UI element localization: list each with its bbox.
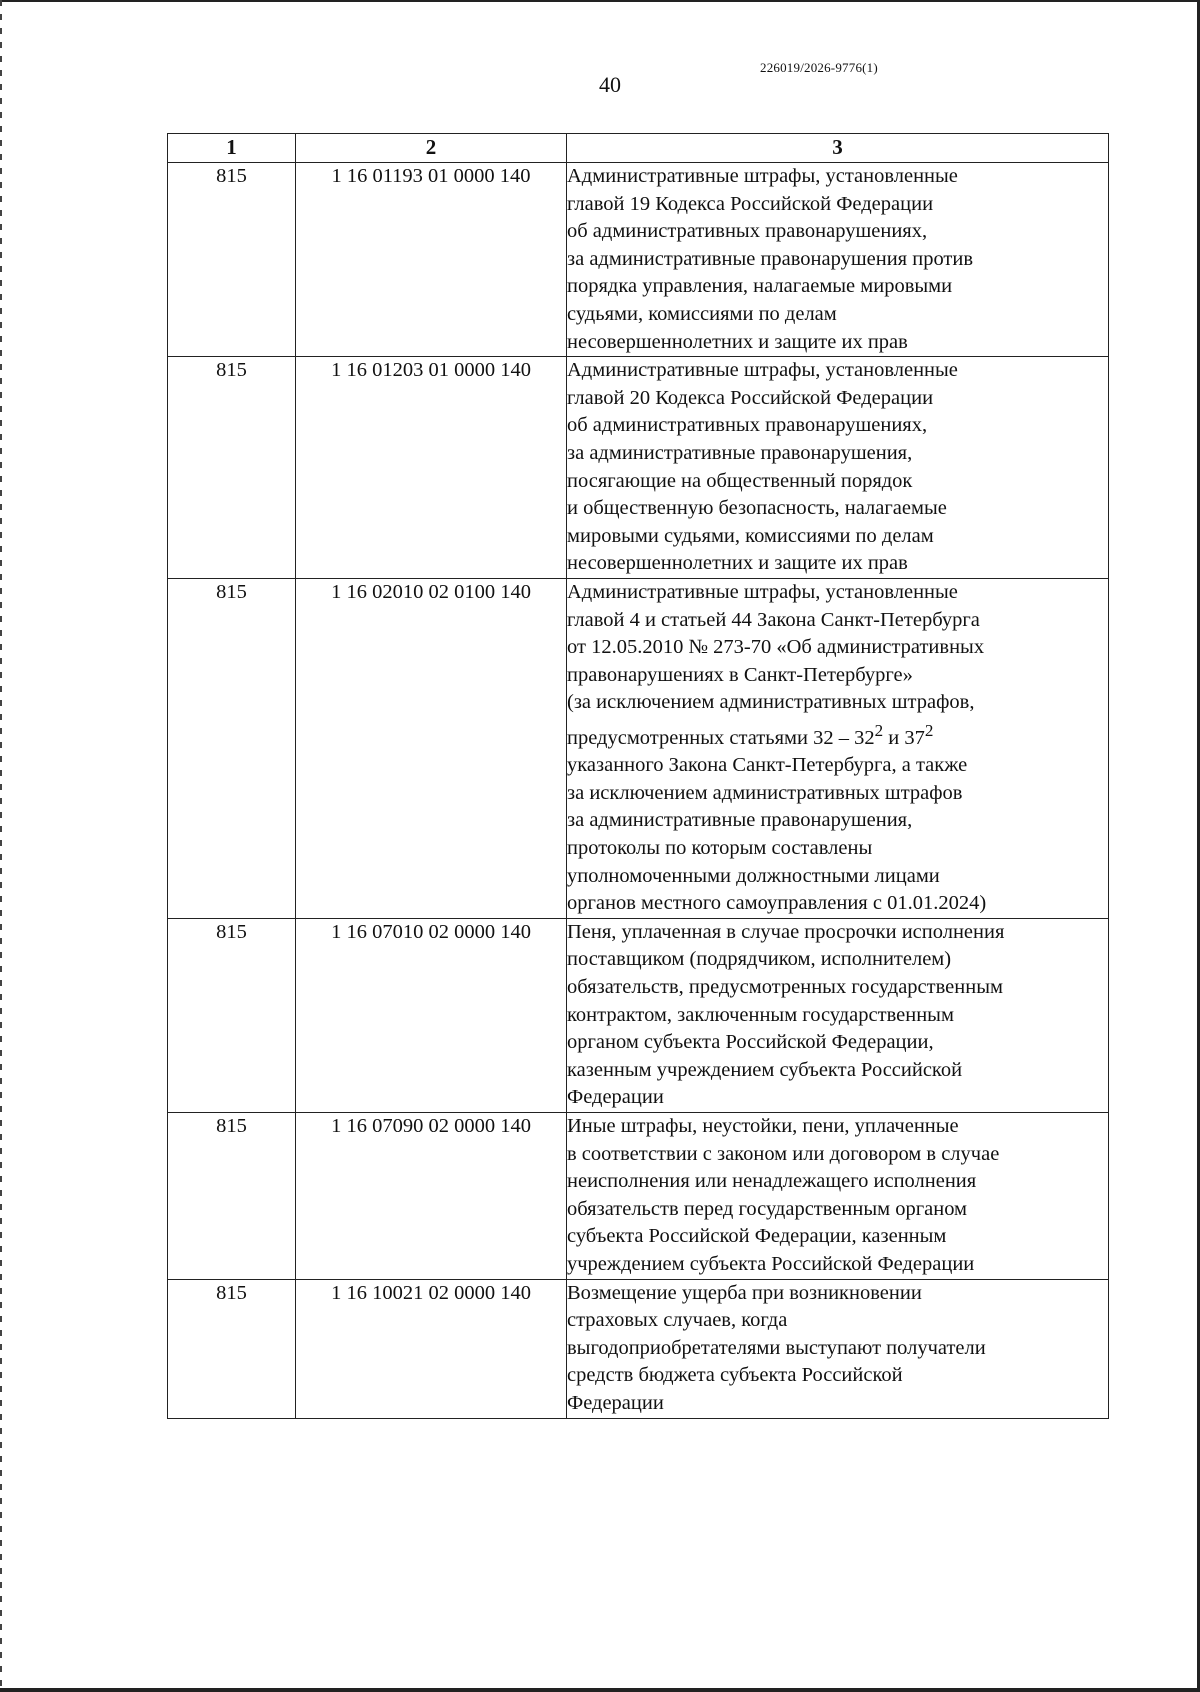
admin-code-cell: 815 (168, 1113, 296, 1280)
description-line: Федерации (567, 1391, 664, 1414)
admin-code-cell: 815 (168, 1279, 296, 1418)
description-line: за административные правонарушения, (567, 809, 913, 832)
description-line: уполномоченными должностными лицами (567, 864, 940, 887)
article-superscript: 2 (924, 720, 934, 740)
description-line: обязательств, предусмотренных государственным (567, 976, 1003, 999)
description-line: протоколы по которым составлены (567, 837, 873, 860)
scan-border-top (0, 0, 1200, 2)
table-header-row (168, 134, 1109, 163)
description-line: указанного Закона Санкт-Петербурга, а также (567, 754, 968, 777)
description-line: контрактом, заключенным государственным (567, 1003, 954, 1026)
table-row (168, 1113, 1109, 1280)
description-line: обязательств перед государственным органом (567, 1197, 968, 1220)
column-header-2: 2 (296, 134, 567, 163)
description-text: предусмотренных статьями 32 – 32 (567, 726, 875, 749)
table-row (168, 578, 1109, 918)
page-number: 40 (599, 72, 621, 97)
description-line: главой 19 Кодекса Российской Федерации (567, 192, 934, 215)
description-line: за исключением административных штрафов (567, 781, 963, 804)
description-line: Иные штрафы, неустойки, пени, уплаченные (567, 1115, 959, 1138)
document-id: 226019/2026-9776(1) (760, 60, 878, 75)
budget-classification-code-cell: 1 16 01193 01 0000 140 (296, 163, 567, 357)
description-line: Пеня, уплаченная в случае просрочки исполнения (567, 920, 1005, 943)
budget-classification-code-cell: 1 16 07090 02 0000 140 (296, 1113, 567, 1280)
table-row (168, 1279, 1109, 1418)
description-line: учреждением субъекта Российской Федерации (567, 1252, 975, 1275)
column-header-3: 3 (567, 134, 1109, 163)
description-line-with-superscripts (567, 717, 1108, 752)
description-line: за административные правонарушения против (567, 247, 974, 270)
description-line: Административные штрафы, установленные (567, 580, 958, 603)
description-cell (567, 357, 1109, 579)
description-line: (за исключением административных штрафов, (567, 691, 975, 714)
description-line: мировыми судьями, комиссиями по делам (567, 524, 934, 547)
table-row (168, 163, 1109, 357)
column-header-1: 1 (168, 134, 296, 163)
description-line: Административные штрафы, установленные (567, 165, 958, 187)
description-line: Административные штрафы, установленные (567, 359, 958, 382)
description-cell (567, 163, 1109, 357)
table-row (168, 357, 1109, 579)
description-line: главой 20 Кодекса Российской Федерации (567, 386, 934, 409)
description-line: об административных правонарушениях, (567, 220, 928, 243)
description-line: Возмещение ущерба при возникновении (567, 1281, 922, 1304)
description-line: посягающие на общественный порядок (567, 469, 913, 492)
description-line: за административные правонарушения, (567, 441, 913, 464)
description-line: неисполнения или ненадлежащего исполнения (567, 1170, 977, 1193)
description-cell (567, 1279, 1109, 1418)
description-line: несовершеннолетних и защите их прав (567, 552, 908, 575)
description-line: судьями, комиссиями по делам (567, 302, 837, 325)
admin-code-cell: 815 (168, 357, 296, 579)
description-line: поставщиком (подрядчиком, исполнителем) (567, 948, 952, 971)
description-line: от 12.05.2010 № 273-70 «Об административных (567, 636, 985, 659)
budget-codes-table (167, 133, 1109, 1419)
budget-classification-code-cell: 1 16 02010 02 0100 140 (296, 578, 567, 918)
description-line: об административных правонарушениях, (567, 414, 928, 437)
description-line: правонарушениях в Санкт-Петербурге» (567, 663, 913, 686)
description-cell (567, 1113, 1109, 1280)
description-line: органов местного самоуправления с 01.01.2024) (567, 892, 987, 915)
description-line: выгодоприобретателями выступают получатели (567, 1336, 986, 1359)
description-line: несовершеннолетних и защите их прав (567, 330, 908, 353)
scan-border-bottom (0, 1688, 1200, 1692)
description-line: средств бюджета субъекта Российской (567, 1364, 903, 1387)
description-line: органом субъекта Российской Федерации, (567, 1031, 934, 1054)
article-superscript: 2 (874, 720, 884, 740)
description-text: и 37 (883, 726, 925, 749)
description-line: Федерации (567, 1086, 664, 1109)
description-cell (567, 918, 1109, 1112)
description-cell (567, 578, 1109, 918)
budget-classification-code-cell: 1 16 10021 02 0000 140 (296, 1279, 567, 1418)
description-line: порядка управления, налагаемые мировыми (567, 275, 953, 298)
budget-classification-code-cell: 1 16 01203 01 0000 140 (296, 357, 567, 579)
scan-border-left (0, 0, 2, 1692)
budget-classification-code-cell: 1 16 07010 02 0000 140 (296, 918, 567, 1112)
admin-code-cell: 815 (168, 578, 296, 918)
description-line: и общественную безопасность, налагаемые (567, 497, 947, 520)
description-line: субъекта Российской Федерации, казенным (567, 1225, 947, 1248)
table-row (168, 918, 1109, 1112)
description-line: главой 4 и статьей 44 Закона Санкт-Петербурга (567, 608, 980, 631)
description-line: казенным учреждением субъекта Российской (567, 1058, 963, 1081)
admin-code-cell: 815 (168, 163, 296, 357)
description-line: в соответствии с законом или договором в случае (567, 1142, 1000, 1165)
description-line: страховых случаев, когда (567, 1309, 788, 1332)
admin-code-cell: 815 (168, 918, 296, 1112)
